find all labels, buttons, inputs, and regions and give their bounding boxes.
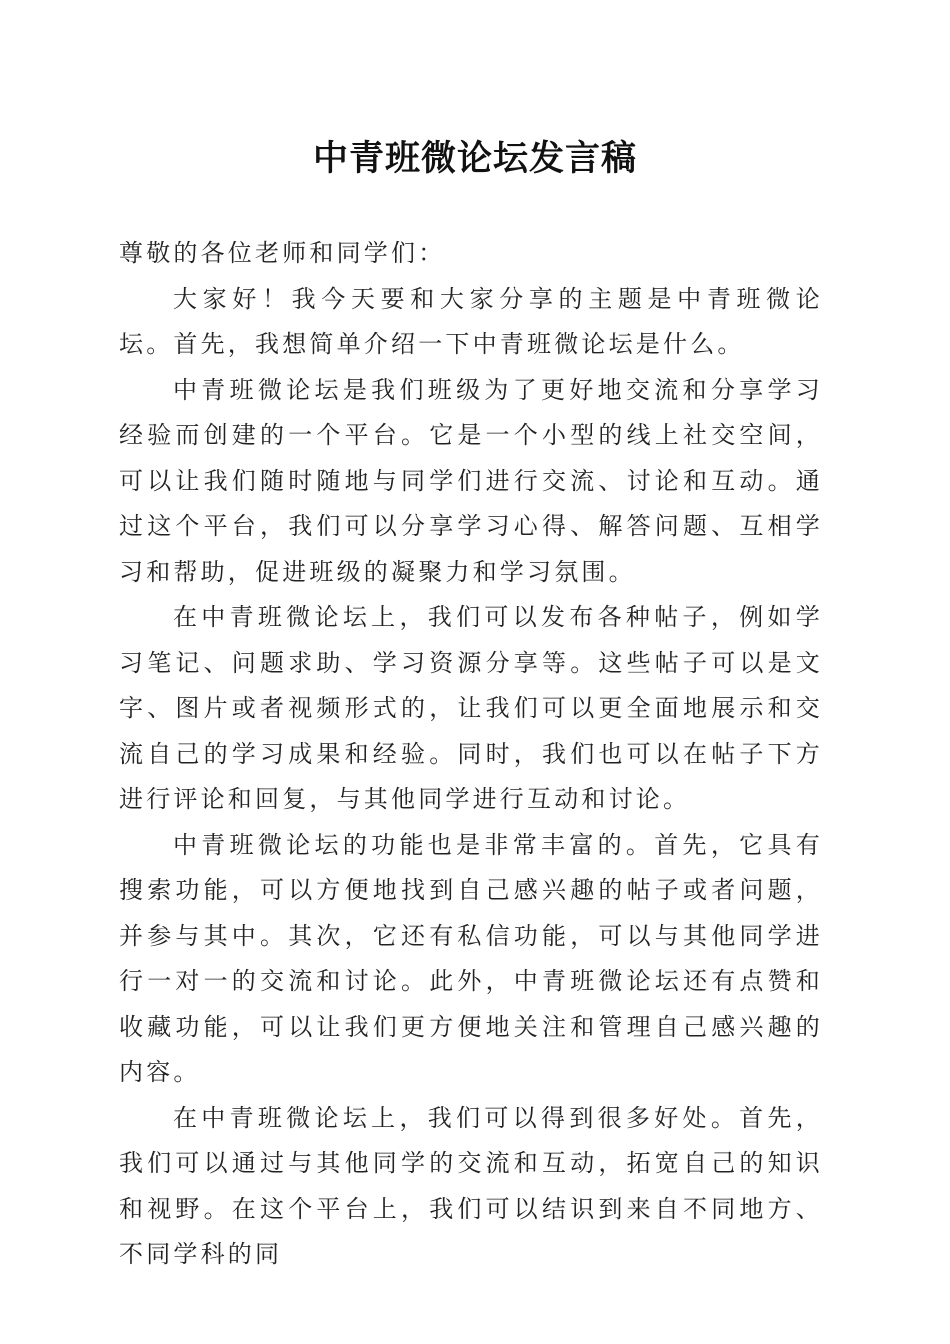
paragraph-intro: 大家好！我今天要和大家分享的主题是中青班微论坛。首先，我想简单介绍一下中青班微论坛是什么。 (119, 284, 823, 358)
paragraph-platform: 中青班微论坛是我们班级为了更好地交流和分享学习经验而创建的一个平台。它是一个小型的线上社交空间，可以让我们随时随地与同学们进行交流、讨论和互动。通过这个平台，我们可以分享学习心得、解答问题、互相学习和帮助，促进班级的凝聚力和学习氛围。 (119, 375, 823, 586)
paragraph-features: 中青班微论坛的功能也是非常丰富的。首先，它具有搜索功能，可以方便地找到自己感兴趣的帖子或者问题，并参与其中。其次，它还有私信功能，可以与其他同学进行一对一的交流和讨论。此外，中青班微论坛还有点赞和收藏功能，可以让我们更方便地关注和管理自己感兴趣的内容。 (119, 830, 823, 1086)
paragraph-benefits: 在中青班微论坛上，我们可以得到很多好处。首先，我们可以通过与其他同学的交流和互动，拓宽自己的知识和视野。在这个平台上，我们可以结识到来自不同地方、不同学科的同 (119, 1103, 823, 1268)
page-title: 中青班微论坛发言稿 (312, 138, 637, 179)
document-body (119, 231, 823, 1278)
salutation: 尊敬的各位老师和同学们： (119, 239, 446, 267)
paragraph-posts: 在中青班微论坛上，我们可以发布各种帖子，例如学习笔记、问题求助、学习资源分享等。这些帖子可以是文字、图片或者视频形式的，让我们可以更全面地展示和交流自己的学习成果和经验。同时，我们也可以在帖子下方进行评论和回复，与其他同学进行互动和讨论。 (119, 603, 823, 813)
